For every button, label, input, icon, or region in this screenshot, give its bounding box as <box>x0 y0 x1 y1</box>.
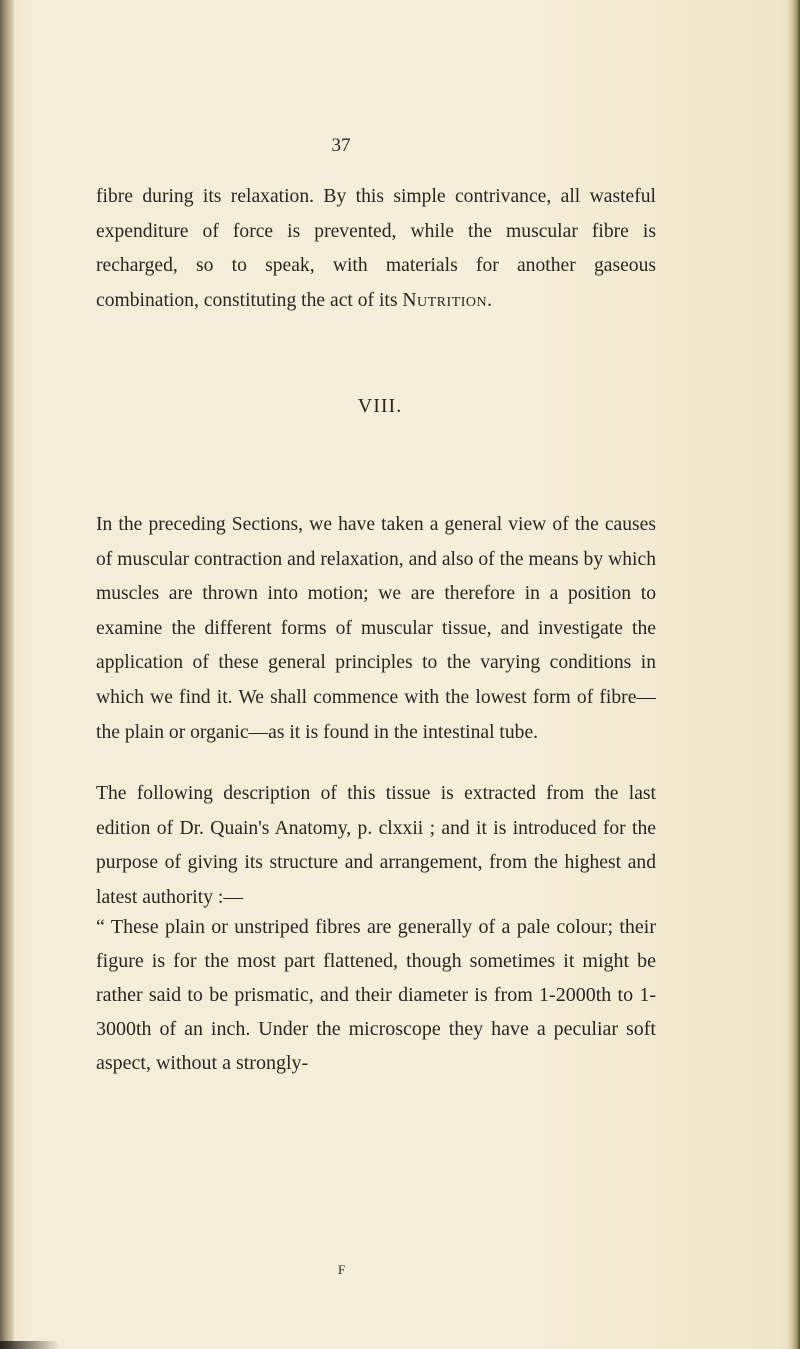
continued-paragraph-text: fibre during its relaxation. By this simple contrivance, all wasteful expenditure of force is prevented, while the muscular fibre is recharged, so to speak, with materials for another gaseous combination, constituting the act of its <box>96 186 656 311</box>
quotation-text: “ These plain or unstriped fibres are generally of a pale colour; their figure is for the most part flattened, though sometimes it might be rather said to be prismatic, and their diameter is from 1-2000th to 1-3000th of an inch. Under the microscope they have a peculiar soft aspect, without a strongly- <box>96 916 656 1074</box>
page-binding-edge <box>0 0 14 1349</box>
page-corner-shadow <box>0 1341 60 1349</box>
nutrition-term: Nutrition. <box>402 289 493 311</box>
section-heading: VIII. <box>357 395 403 417</box>
page-number: 37 <box>331 135 351 156</box>
signature-mark: F <box>338 1262 346 1277</box>
paragraph-text: The following description of this tissue is extracted from the last edition of Dr. Quain's Anatomy, p. clxxii ; and it is introduced for the purpose of giving its structure and arrangement, from the highest and latest authority :— <box>96 783 656 908</box>
section-paragraph-2 <box>96 777 656 915</box>
page-fore-edge <box>786 0 800 1349</box>
paragraph-text: In the preceding Sections, we have taken a general view of the causes of muscular contraction and relaxation, and also of the means by which muscles are thrown into motion; we are therefore in a position to examine the different forms of muscular tissue, and investigate the application of these general principles to the varying conditions in which we find it. We shall commence with the lowest form of fibre— the plain or organic—as it is found in the intestinal tube. <box>96 514 656 743</box>
section-paragraph-1 <box>96 508 656 750</box>
quotation-paragraph <box>96 910 656 1080</box>
continued-paragraph <box>96 180 656 318</box>
